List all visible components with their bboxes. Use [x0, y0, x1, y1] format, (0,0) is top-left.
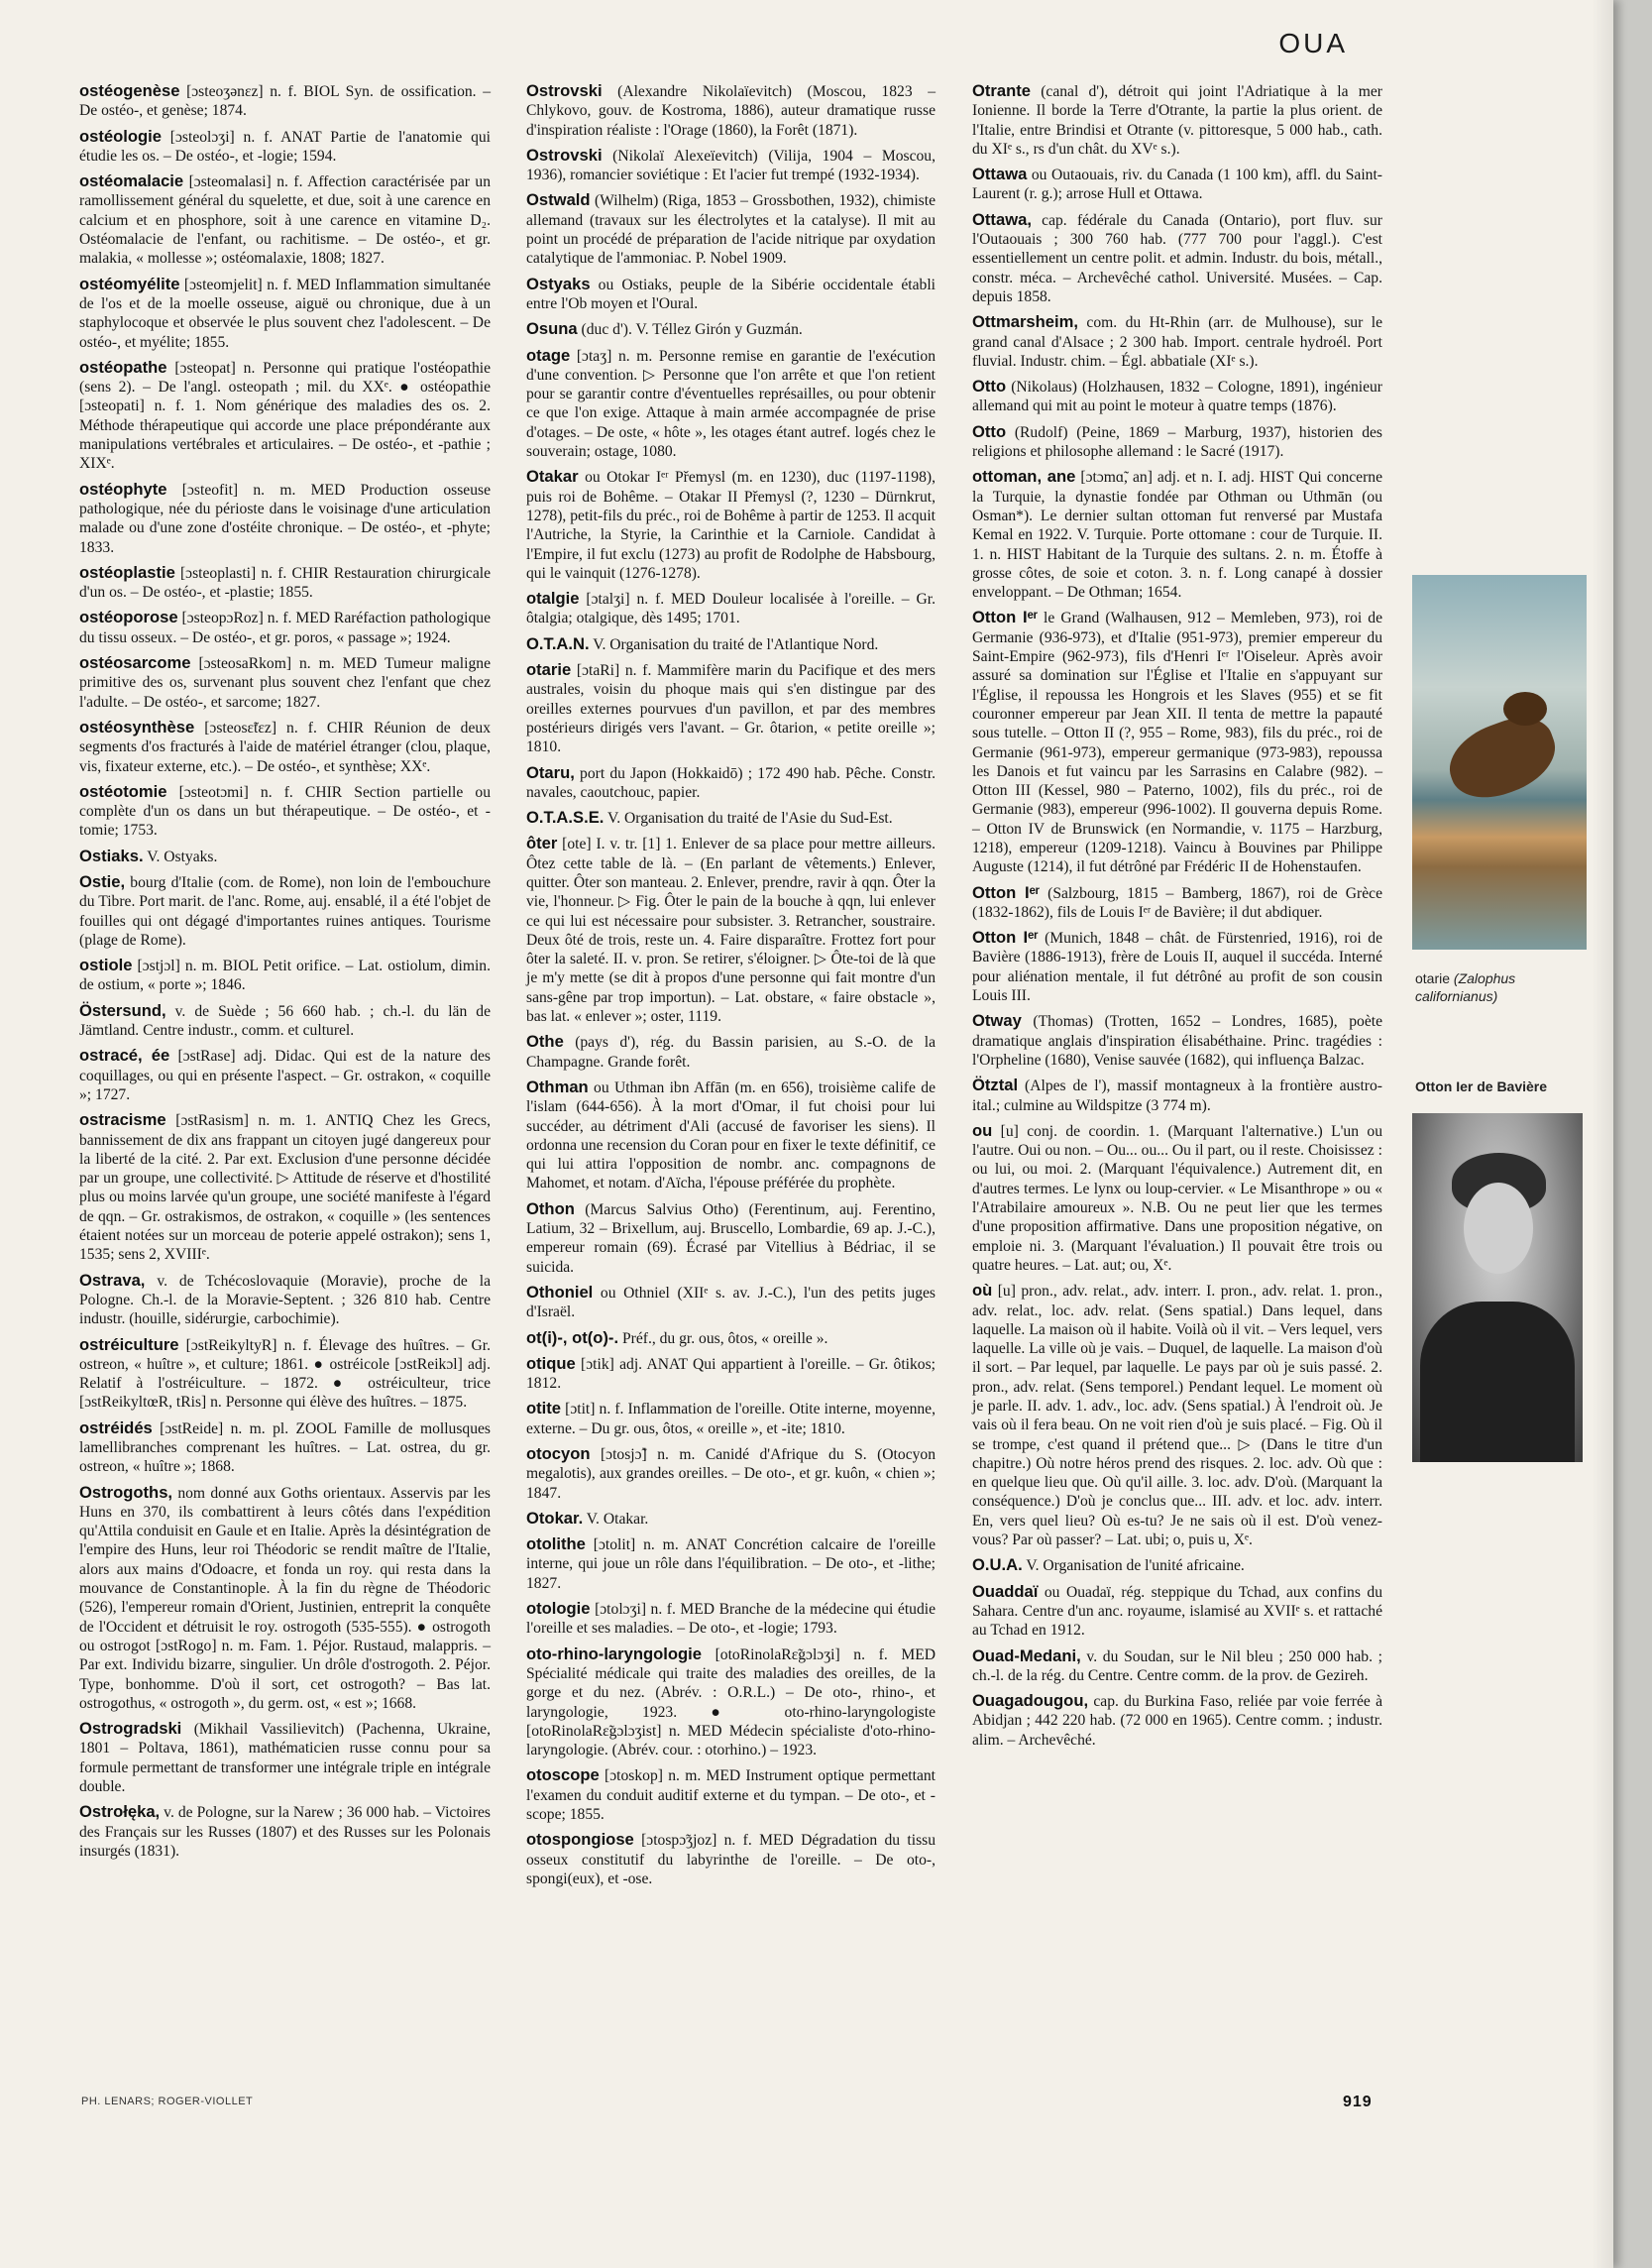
- dictionary-entry: [526, 1199, 936, 1277]
- dictionary-entry: [526, 1328, 936, 1348]
- entry-definition: ou Uthman ibn Affān (m. en 656), troisième calife de l'islam (644-656). À la mort d'Omar, il fut choisi pour lui succéder, au détriment d'Ali (accusé de favoriser les siens). Il ordonna une recension du Coran pour en fixer le texte définitif, ce qui lui attira l'opposition de nombr. anc. compagnons de Mahomet, et notam. d'Aïcha, l'épouse préférée du prophète.: [526, 1078, 936, 1192]
- entry-definition: [ɔtolɔʒi] n. f. MED Branche de la médecine qui étudie l'oreille et ses maladies. – De oto-, et -logie; 1793.: [526, 1601, 936, 1638]
- entry-headword: ostéoporose: [79, 608, 178, 627]
- entry-definition: ou Outaouais, riv. du Canada (1 100 km), affl. du Saint-Laurent (r. g.); arrose Hull et Ottawa.: [972, 167, 1382, 203]
- entry-headword: Ötztal: [972, 1076, 1019, 1095]
- dictionary-entry: [526, 1399, 936, 1438]
- entry-headword: Otaru,: [526, 762, 575, 782]
- entry-definition: [ɔtik] adj. ANAT Qui appartient à l'oreille. – Gr. ôtikos; 1812.: [526, 1355, 936, 1393]
- entry-definition: [ɔtit] n. f. Inflammation de l'oreille. Otite interne, moyenne, externe. – Du gr. ous, ôtos, « oreille », et -ite; 1810.: [526, 1401, 936, 1437]
- entry-definition: V. Otakar.: [583, 1510, 649, 1528]
- entry-definition: cap. du Burkina Faso, reliée par voie ferrée à Abidjan ; 442 220 hab. (72 000 en 1965). Centre comm. ; industr. alim. – Archevêché.: [972, 1693, 1382, 1749]
- dictionary-entry: [526, 467, 936, 583]
- portrait-face: [1464, 1183, 1533, 1274]
- column-3: [972, 81, 1382, 1756]
- entry-headword: ottoman, ane: [972, 467, 1076, 487]
- caption-otto: Otton Ier de Bavière: [1415, 1078, 1548, 1094]
- entry-definition: (Alexandre Nikolaïevitch) (Moscou, 1823 – Chlykovo, gouv. de Kostroma, 1886), auteur dramatique russe d'inspiration réaliste : l'Orage (1860), la Forêt (1871).: [526, 83, 936, 139]
- entry-definition: ou Othniel (XIIᵉ s. av. J.-C.), l'un des petits juges d'Israël.: [526, 1284, 936, 1321]
- entry-definition: nom donné aux Goths orientaux. Asservis par les Huns en 370, ils combattirent à leurs côtés dans l'expédition qu'Attila conduisit en Gaule et en Italie. Après la désintégration de l'empire des Huns, leur roi Théodoric se rendit maître de l'Italie, alors aux mains d'Odoacre, et fonda un roy. qui resta dans la mouvance de Constantinople. À la fin du règne de Théodoric (526), l'empereur romain d'Orient, Justinien, entreprit la conquête de l'Occident et détruisit le roy. ostrogoth (535-555). ● ostrogoth ou ostrogot [ɔstRogo] n. m. Fam. 1. Péjor. Rustaud, malappris. – Par ext. Individu bizarre, singulier. Un drôle d'ostrogoth. 2. Péjor. Type, bonhomme. D'où il sort, cet ostrogoth? – Bas lat. ostrogothus, « ostrogoth », du germ. ost, « est »; 1668.: [79, 1484, 491, 1712]
- entry-headword: Ostrovski: [526, 81, 603, 100]
- entry-headword: Otakar: [526, 467, 579, 487]
- photo-credit: PH. LENARS; ROGER-VIOLLET: [81, 2096, 254, 2107]
- entry-headword: otique: [526, 1353, 576, 1373]
- entry-headword: où: [972, 1281, 993, 1301]
- dictionary-entry: [972, 81, 1382, 159]
- entry-headword: Ouad-Medani,: [972, 1645, 1081, 1665]
- entry-definition: V. Ostyaks.: [143, 848, 218, 865]
- entry-headword: Othman: [526, 1077, 589, 1096]
- entry-headword: Ostrava,: [79, 1270, 146, 1290]
- dictionary-entry: [79, 358, 491, 474]
- entry-definition: (Rudolf) (Peine, 1869 – Marburg, 1937), historien des religions et philosophe allemand : le Sacré (1917).: [972, 423, 1382, 461]
- column-1: [79, 81, 491, 1867]
- dictionary-entry: [972, 377, 1382, 416]
- entry-definition: (Marcus Salvius Otho) (Ferentinum, auj. Ferentino, Latium, 32 – Brixellum, auj. Bruscello, Lombardie, 69 ap. J.-C.), empereur romain (69). Écrasé par Vitellius à Bédriac, il se suicida.: [526, 1200, 936, 1276]
- dictionary-entry: [526, 1599, 936, 1639]
- dictionary-entry: [79, 1483, 491, 1714]
- entry-definition: [ɔsteosaRkom] n. m. MED Tumeur maligne primitive des os, survenant plus souvent chez l'enfant que chez l'adulte. – De ostéo-, et sarcome; 1827.: [79, 655, 491, 711]
- entry-headword: ostéosynthèse: [79, 717, 195, 737]
- entry-definition: [ɔtaRi] n. f. Mammifère marin du Pacifique et des mers australes, voisin du phoque mais qui s'en distingue par des oreilles externes pourvues d'un pavillon, et par des membres postérieurs dirigés vers l'avant. – Gr. ôtarion, « petite oreille »; 1810.: [526, 662, 936, 756]
- dictionary-entry: [526, 1032, 936, 1072]
- dictionary-entry: [526, 346, 936, 462]
- dictionary-entry: [79, 847, 491, 866]
- entry-headword: ostéogenèse: [79, 81, 180, 100]
- entry-definition: (Salzbourg, 1815 – Bamberg, 1867), roi de Grèce (1832-1862), fils de Louis Iᵉʳ de Bavière; il dut abdiquer.: [972, 884, 1383, 921]
- entry-definition: cap. fédérale du Canada (Ontario), port fluv. sur l'Outaouais ; 300 760 hab. (777 700 pour l'aggl.). C'est essentiellement un centre polit. et admin. Industr. du bois, métall., constr. méca. – Archevêché cathol. Université. Musées. – Cap. depuis 1858.: [972, 211, 1382, 305]
- entry-definition: ou Ouadaï, rég. steppique du Tchad, aux confins du Sahara. Centre d'un anc. royaume, islamisé au XVIIᵉ s. et rattaché au Tchad en 1912.: [972, 1583, 1382, 1640]
- entry-definition: (pays d'), rég. du Bassin parisien, au S.-O. de la Champagne. Grande forêt.: [526, 1034, 936, 1071]
- dictionary-entry: [526, 763, 936, 803]
- entry-definition: [ɔtaʒ] n. m. Personne remise en garantie de l'exécution d'une convention. ▷ Personne que l'on arrête et que l'on retient pour se garantir contre d'éventuelles représailles, ou pour obtenir ce que l'on exige. Attaque à main armée accompagnée de prise d'otages. – De oste, « hôte », les otages étant autref. logés chez le souverain; ostage, 1080.: [526, 347, 936, 461]
- portrait-uniform: [1420, 1302, 1575, 1462]
- dictionary-entry: [972, 1555, 1382, 1575]
- entry-definition: [ɔsteomjelit] n. f. MED Inflammation simultanée de l'os et de la moelle osseuse, aiguë ou chronique, due à un staphylocoque et observée le plus souvent chez l'adolescent. – De ostéo-, et myélite; 1855.: [79, 276, 491, 351]
- entry-headword: Ostrogoths,: [79, 1482, 173, 1502]
- entry-definition: [ɔsteoʒənɛz] n. f. BIOL Syn. de ossification. – De ostéo-, et genèse; 1874.: [79, 83, 491, 120]
- entry-headword: otocyon: [526, 1444, 591, 1463]
- entry-headword: ostéomyélite: [79, 274, 180, 293]
- dictionary-entry: [972, 608, 1382, 876]
- entry-definition: (Thomas) (Trotten, 1652 – Londres, 1685), poète dramatique anglais d'inspiration élisabéthaine. Princ. tragédies : l'Orpheline (1680), Venise sauvée (1682), qui influença Balzac.: [972, 1013, 1382, 1069]
- entry-definition: [ɔtalʒi] n. f. MED Douleur localisée à l'oreille. – Gr. ôtalgia; otalgique, dès 1495; 1701.: [526, 591, 936, 627]
- dictionary-entry: [526, 1765, 936, 1824]
- entry-headword: O.T.A.N.: [526, 633, 590, 653]
- dictionary-entry: [972, 312, 1382, 371]
- entry-definition: ou Otokar Iᵉʳ Přemysl (m. en 1230), duc (1197-1198), puis roi de Bohême. – Otakar II Přemysl (?, 1230 – Dürnkrut, 1278), petit-fils du préc., roi de Bohême à partir de 1253. Il acquit l'Autriche, la Styrie, la Carinthie et la Carniole. Candidat à l'Empire, il fut exclu (1273) au profit de Rodolphe de Habsbourg, qui le vainquit (1276-1278).: [526, 469, 936, 582]
- entry-headword: Otrante: [972, 81, 1032, 100]
- entry-headword: ôter: [526, 834, 558, 853]
- dictionary-entry: [79, 171, 491, 268]
- entry-headword: otarie: [526, 660, 572, 680]
- entry-headword: ostéomalacie: [79, 171, 184, 191]
- entry-headword: Ostwald: [526, 190, 591, 210]
- entry-headword: Otton Iᵉʳ: [972, 928, 1039, 948]
- entry-definition: [ɔstReide] n. m. pl. ZOOL Famille de mollusques lamellibranches comprenant les huîtres. – Lat. ostrea, du gr. ostreon, « huître »; 1868.: [79, 1419, 491, 1476]
- dictionary-entry: [526, 808, 936, 828]
- entry-definition: (Nikolaï Alexeïevitch) (Vilija, 1904 – Moscou, 1936), romancier soviétique : Et l'acier fut trempé (1932-1934).: [526, 147, 936, 184]
- caption-otarie-word: otarie: [1415, 970, 1451, 986]
- entry-definition: (duc d'). V. Téllez Girón y Guzmán.: [577, 321, 803, 339]
- dictionary-entry: [526, 190, 936, 268]
- entry-definition: Préf., du gr. ous, ôtos, « oreille ».: [618, 1329, 828, 1347]
- dictionary-entry: [526, 1077, 936, 1193]
- dictionary-entry: [79, 1110, 491, 1264]
- entry-definition: V. Organisation de l'unité africaine.: [1022, 1557, 1245, 1575]
- entry-headword: ostréidés: [79, 1418, 153, 1437]
- entry-headword: Otto: [972, 377, 1007, 397]
- dictionary-entry: [526, 1283, 936, 1322]
- dictionary-entry: [79, 563, 491, 603]
- entry-headword: Otton Iᵉʳ: [972, 608, 1039, 627]
- dictionary-entry: [526, 1444, 936, 1503]
- entry-headword: Ostie,: [79, 871, 126, 891]
- dictionary-entry: [972, 422, 1382, 462]
- entry-headword: Ostiaks.: [79, 846, 144, 865]
- dictionary-entry: [526, 634, 936, 654]
- dictionary-entry: [526, 834, 936, 1026]
- entry-headword: Othoniel: [526, 1282, 594, 1302]
- entry-headword: Otokar.: [526, 1508, 584, 1528]
- dictionary-entry: [972, 1691, 1382, 1750]
- entry-headword: oto-rhino-laryngologie: [526, 1644, 702, 1663]
- entry-headword: Otto: [972, 421, 1007, 441]
- entry-definition: v. de Pologne, sur la Narew ; 36 000 hab. – Victoires des Français sur les Russes (1807) et des Russes sur les Polonais insurgés (1831).: [79, 1804, 491, 1860]
- dictionary-entry: [972, 1076, 1382, 1115]
- dictionary-entry: [79, 1335, 491, 1413]
- entry-definition: [ɔtoskop] n. m. MED Instrument optique permettant l'examen du conduit auditif externe et du tympan. – De oto-, et -scope; 1855.: [526, 1767, 936, 1824]
- sea-lion-body: [1439, 707, 1565, 809]
- entry-headword: ostracé, ée: [79, 1046, 170, 1066]
- dictionary-entry: [526, 1830, 936, 1888]
- entry-headword: ostracisme: [79, 1110, 166, 1130]
- dictionary-entry: [526, 1534, 936, 1593]
- entry-definition: [ɔtɔmɑ̃, an] adj. et n. I. adj. HIST Qui concerne la Turquie, la dynastie fondée par Othman ou Uthmān (ou Osman*). Le dernier sultan ottoman fut renversé par Mustafa Kemal en 1922. V. Turquie. Porte ottomane : cour de Turquie. II. 1. n. HIST Habitant de la Turquie des sultans. 2. n. m. Étoffe à grosse côtes, de soie et coton. 3. n. f. Long canapé à dossier enveloppant. – De Othman; 1654.: [972, 469, 1382, 602]
- entry-definition: [ɔsteomalasi] n. f. Affection caractérisée par un ramollissement général du squelette, et due, soit à une carence en calcium et en phosphore, soit à une carence en vitamine D₂. Ostéomalacie de l'enfant, ou rachitisme. – De ostéo-, et gr. malakia, « mollesse »; ostéomalaxie, 1808; 1827.: [79, 173, 491, 268]
- entry-headword: Othe: [526, 1032, 564, 1052]
- entry-definition: le Grand (Walhausen, 912 – Memleben, 973), roi de Germanie (936-973), et d'Italie (951-973), premier empereur du Saint-Empire (962-973), fils d'Henri Iᵉʳ l'Oiseleur. Après avoir assuré sa domination sur l'Église et l'Italie en s'appuyant sur l'Église, il repoussa les Hongrois et les Slaves (955) et se fit couronner empereur par Jean XII. Il tenta de mettre la papauté sous tutelle. – Otton II (?, 955 – Rome, 983), fils du préc., roi de Germanie (961-973), empereur germanique (973-983), repoussa les Danois et fut vaincu par les Sarrasins en Calabre (982). – Otton III (Kessel, 980 – Paterno, 1002), fils du préc., roi de Germanie (983), empereur (996-1002). Il gouverna depuis Rome. – Otton IV de Brunswick (en Normandie, v. 1175 – Harzburg, 1218), empereur (1209-1218). Vaincu à Bouvines par Philippe Auguste (1214), il fut détrôné par Frédéric II de Hohenstaufen.: [972, 610, 1382, 876]
- entry-definition: [ɔstRase] adj. Didac. Qui est de la nature des coquillages, ou qui en présente l'aspect. – Gr. ostrakon, « coquille »; 1727.: [79, 1048, 491, 1103]
- entry-definition: v. de Suède ; 56 660 hab. ; ch.-l. du län de Jämtland. Centre industr., comm. et culturel.: [79, 1002, 491, 1040]
- entry-headword: ostréiculture: [79, 1334, 179, 1354]
- entry-headword: ostéopathe: [79, 357, 167, 377]
- entry-definition: V. Organisation du traité de l'Atlantique Nord.: [589, 635, 879, 653]
- entry-definition: [ɔsteopat] n. Personne qui pratique l'ostéopathie (sens 2). – De l'angl. osteopath ; mil. du XXᵉ. ● ostéopathie [ɔsteopati] n. f. 1. Nom générique des maladies des os. 2. Méthode thérapeutique qui accorde une place prépondérante aux manipulations vertébrales et articulaires. – De ostéo-, et -pathie ; XIXᵉ.: [79, 359, 491, 473]
- entry-headword: O.U.A.: [972, 1555, 1023, 1575]
- page-number: 919: [1343, 2094, 1373, 2110]
- entry-headword: ostéosarcome: [79, 653, 191, 673]
- entry-headword: ostéologie: [79, 126, 162, 146]
- entry-definition: [ote] I. v. tr. [1] 1. Enlever de sa place pour mettre ailleurs. Ôtez cette table de là. – (En parlant de vêtements.) Enlever, quitter. Ôter son manteau. 2. Enlever, prendre, ravir à qqn. Ôter la vie, l'honneur. ▷ Fig. Ôter le pain de la bouche à qqn, lui enlever ce qui lui est nécessaire pour subsister. 3. Retrancher, soustraire. Deux ôté de trois, reste un. 4. Faire disparaître. Frottez fort pour ôter la saleté. II. v. pron. Se retirer, s'éloigner. ▷ Ôte-toi de là que je m'y mette (se dit à propos d'une personne qui fait montre d'un sans-gêne par trop importun). – Lat. obstare, « faire obstacle », bas lat. « enlever »; oster, 1119.: [526, 836, 936, 1026]
- entry-definition: bourg d'Italie (com. de Rome), non loin de l'embouchure du Tibre. Port marit. de l'anc. Rome, auj. ensablé, il a été l'objet de fouilles qui ont dégagé d'importantes ruines antiques. Tourisme (plage de Rome).: [79, 873, 491, 949]
- dictionary-entry: [79, 1046, 491, 1104]
- entry-definition: (Wilhelm) (Riga, 1853 – Grossbothen, 1932), chimiste allemand (travaux sur les électrolytes et la catalyse). Il mit au point un procédé de préparation de l'acide nitrique par oxydation catalytique de l'ammoniac. P. Nobel 1909.: [526, 192, 936, 268]
- dictionary-entry: [79, 480, 491, 557]
- entry-definition: [ɔsteofit] n. m. MED Production osseuse pathologique, née du périoste dans le voisinage d'une articulation malade ou d'une zone d'ostéite chronique. – De ostéo-, et -phyte; 1833.: [79, 481, 491, 556]
- entry-definition: [ɔstReikyltyR] n. f. Élevage des huîtres. – Gr. ostreon, « huître », et culture; 1861. ● ostréicole [ɔstReikɔl] adj. Relatif à l'ostréiculture. – 1872. ● ostréiculteur, trice [ɔstReikyltœR, tRis] n. Personne qui élève des huîtres. – 1875.: [79, 1336, 491, 1412]
- entry-definition: com. du Ht-Rhin (arr. de Mulhouse), sur le grand canal d'Alsace ; 2 300 hab. Import. centrale hydroél. Port fluvial. Industr. chim. – Égl. abbatiale (XIᵉ s.).: [972, 314, 1382, 370]
- dictionary-entry: [972, 467, 1382, 602]
- entry-headword: Otway: [972, 1011, 1022, 1031]
- sea-lion-photo-icon: [1412, 575, 1587, 950]
- entry-headword: ostéophyte: [79, 479, 167, 499]
- entry-headword: otologie: [526, 1599, 591, 1619]
- dictionary-entry: [79, 718, 491, 776]
- entry-definition: [ɔtolit] n. m. ANAT Concrétion calcaire de l'oreille interne, qui joue un rôle dans l'équilibration. – De oto-, et -lithe; 1827.: [526, 1536, 936, 1592]
- entry-definition: ou Ostiaks, peuple de la Sibérie occidentale établi entre l'Ob moyen et l'Oural.: [526, 276, 936, 312]
- entry-definition: v. de Tchécoslovaquie (Moravie), proche de la Pologne. Ch.-l. de la Moravie-Septent. ; 326 810 hab. Centre industr. (houille, sidérurgie, carbochimie).: [79, 1272, 491, 1328]
- entry-definition: (Munich, 1848 – chât. de Fürstenried, 1916), roi de Bavière (1886-1913), frère de Louis II, auquel il succéda. Interné pour aliénation mentale, il fut détrôné au profit de son cousin Louis III.: [972, 930, 1382, 1005]
- entry-headword: ostiole: [79, 956, 133, 975]
- entry-definition: [ɔstjɔl] n. m. BIOL Petit orifice. – Lat. ostiolum, dimin. de ostium, « porte »; 1846.: [79, 958, 491, 994]
- entry-definition: (Nikolaus) (Holzhausen, 1832 – Cologne, 1891), ingénieur allemand qui mit au point le moteur à quatre temps (1876).: [972, 379, 1382, 415]
- dictionary-entry: [79, 81, 491, 121]
- entry-definition: (canal d'), détroit qui joint l'Adriatique à la mer Ionienne. Il borde la Terre d'Otrante, la partie la plus orient. de l'Italie, entre Brindisi et Otrante (v. pittoresque, 5 000 hab., cath. du XIᵉ s., rs d'un chât. du XVᵉ s.).: [972, 83, 1382, 158]
- caption-otarie-latin: (Zalophus californianus): [1415, 970, 1516, 1004]
- entry-definition: [u] pron., adv. relat., adv. interr. I. pron., adv. relat. 1. pron., adv. relat., loc. adv. relat. (Sens spatial.) Dans lequel, dans laquelle. La maison où il habite. Voilà où il vit. – Vers lequel, vers laquelle. La ville où je vais. – Duquel, de laquelle. La maison d'où il sort. – Par lequel, par laquelle. Le pays par où je suis passé. 2. pron., adv. relat. (Sens temporel.) Pendant lequel. Le moment où je parle. II. adv. 1. adv., loc. adv. (Sens spatial.) À l'endroit où. Je vais où il fera beau. On ne voit rien d'où je suis placé. – Fig. Où il se trompe, c'est quand il prétend que... ▷ (Dans le titre d'un chapitre.) Où notre héros prend des risques. 2. loc. adv. Où que : en quelque lieu que. Où qu'il aille. 3. loc. adv. D'où. (Marquant la conséquence.) D'où je conclus que... III. adv. et loc. adv. interr. En, vers quel lieu? Où es-tu? Je ne sais où il est. D'où venez-vous? Par où passer? – Lat. ubi; o, puis u, Xᵉ.: [972, 1283, 1382, 1549]
- entry-definition: port du Japon (Hokkaidō) ; 172 490 hab. Pêche. Constr. navales, caoutchouc, papier.: [526, 764, 936, 801]
- running-head: OUA: [1278, 28, 1348, 58]
- entry-headword: Östersund,: [79, 1000, 166, 1020]
- entry-definition: [u] conj. de coordin. 1. (Marquant l'alternative.) L'un ou l'autre. Oui ou non. – Ou... ou... Ou il part, ou il reste. Choisissez : ou lui, ou moi. 2. (Marquant l'équivalence.) Autrement dit, en d'autres termes. Le lynx ou loup-cervier. « Le Misanthrope » ou « l'Atrabilaire amoureux ». N.B. Ou ne peut lier que les termes d'une proposition affirmative. Dans une proposition négative, on emploie ni. 3. (Marquant l'évaluation.) Il pouvait être trois ou quatre heures. – Lat. aut; ou, Xᵉ.: [972, 1122, 1382, 1274]
- dictionary-entry: [972, 1582, 1382, 1641]
- entry-headword: otoscope: [526, 1765, 600, 1785]
- sea-lion-head: [1503, 692, 1547, 726]
- dictionary-entry: [526, 660, 936, 756]
- dictionary-entry: [526, 589, 936, 628]
- dictionary-entry: [972, 165, 1382, 204]
- entry-headword: ot(i)-, ot(o)-.: [526, 1327, 619, 1347]
- dictionary-entry: [972, 1281, 1382, 1549]
- dictionary-entry: [526, 81, 936, 140]
- entry-headword: Ottmarsheim,: [972, 312, 1078, 332]
- dictionary-entry: [79, 1418, 491, 1477]
- entry-headword: Ostrovski: [526, 145, 603, 165]
- dictionary-entry: [526, 1509, 936, 1529]
- caption-otarie: [1415, 969, 1589, 1005]
- entry-definition: v. du Soudan, sur le Nil bleu ; 250 000 hab. ; ch.-l. de la rég. du Centre. Centre comm. de la prov. de Gezireh.: [972, 1647, 1382, 1684]
- entry-definition: (Alpes de l'), massif montagneux à la frontière austro-ital.; culmine au Wildspitze (3 774 m).: [972, 1077, 1382, 1114]
- entry-definition: [ɔsteopɔRoz] n. f. MED Raréfaction pathologique du tissu osseux. – De ostéo-, et gr. poros, « passage »; 1924.: [79, 610, 491, 646]
- entry-definition: [ɔtosjɔ̃] n. m. Canidé d'Afrique du S. (Otocyon megalotis), aux grandes oreilles. – De oto-, et gr. kuôn, « chien »; 1847.: [526, 1446, 936, 1502]
- entry-headword: Ottawa,: [972, 209, 1032, 229]
- entry-headword: Othon: [526, 1198, 575, 1218]
- portrait-photo-icon: [1412, 1113, 1583, 1462]
- entry-definition: [ɔsteoplasti] n. f. CHIR Restauration chirurgicale d'un os. – De ostéo-, et -plastie; 1855.: [79, 564, 491, 602]
- dictionary-entry: [972, 1121, 1382, 1275]
- dictionary-entry: [526, 319, 936, 339]
- entry-headword: ostéotomie: [79, 781, 167, 801]
- dictionary-entry: [972, 928, 1382, 1005]
- entry-definition: [ɔstRasism] n. m. 1. ANTIQ Chez les Grecs, bannissement de dix ans frappant un citoyen jugé dangereux pour la liberté de la cité. 2. Par ext. Exclusion d'une personne décidée par un groupe, une collectivité. ▷ Attitude de réserve et d'hostilité plus ou moins larvée qu'un groupe, une société manifeste à l'égard de qqn. – Gr. ostrakismos, de ostrakon, « coquille » (les sentences étaient notées sur un morceau de poterie appelé ostrakon); sens 1, 1535; sens 2, XVIIIᵉ.: [79, 1112, 491, 1264]
- entry-headword: ostéoplastie: [79, 562, 175, 582]
- dictionary-entry: [972, 883, 1382, 923]
- dictionary-entry: [79, 956, 491, 995]
- entry-headword: Osuna: [526, 319, 578, 339]
- entry-headword: otage: [526, 345, 571, 365]
- dictionary-entry: [972, 1646, 1382, 1686]
- dictionary-entry: [79, 1719, 491, 1796]
- entry-headword: Ouagadougou,: [972, 1691, 1089, 1711]
- dictionary-entry: [972, 210, 1382, 306]
- entry-headword: otite: [526, 1399, 562, 1418]
- entry-headword: Ouaddaï: [972, 1581, 1039, 1601]
- entry-headword: Ottawa: [972, 165, 1028, 184]
- dictionary-entry: [972, 1011, 1382, 1070]
- entry-headword: Ostyaks: [526, 274, 591, 293]
- entry-headword: O.T.A.S.E.: [526, 808, 605, 828]
- entry-headword: otospongiose: [526, 1830, 634, 1850]
- entry-headword: Otton Iᵉʳ: [972, 882, 1041, 902]
- entry-headword: Ostrołęka,: [79, 1802, 161, 1822]
- entry-headword: Ostrogradski: [79, 1719, 182, 1739]
- entry-headword: ou: [972, 1120, 993, 1140]
- entry-headword: otalgie: [526, 589, 580, 609]
- dictionary-entry: [79, 608, 491, 647]
- dictionary-entry: [79, 782, 491, 841]
- dictionary-entry: [79, 653, 491, 712]
- dictionary-entry: [526, 275, 936, 314]
- dictionary-entry: [79, 1271, 491, 1329]
- entry-definition: [otoRinolaRɛ̃gɔlɔʒi] n. f. MED Spécialité médicale qui traite des maladies des oreilles, de la gorge et du nez. (Abrév. : O.R.L.) – De oto-, rhino-, et laryngologie, 1923. ● oto-rhino-laryngologiste [otoRinolaRɛ̃gɔlɔʒist] n. MED Médecin spécialiste d'oto-rhino-laryngologie. (Abrév. cour. : otorhino.) – 1923.: [526, 1645, 936, 1759]
- entry-definition: [ɔsteosɛ̃tɛz] n. f. CHIR Réunion de deux segments d'os fracturés à l'aide de matériel étranger (clou, plaque, vis, fixateur externe, etc.). – De ostéo-, et synthèse; XXᵉ.: [79, 719, 491, 775]
- entry-definition: (Mikhail Vassilievitch) (Pachenna, Ukraine, 1801 – Poltava, 1861), mathématicien russe connu pour sa formule permettant de transformer une intégrale triple en intégrale double.: [79, 1721, 491, 1796]
- entry-definition: [ɔtospɔ̃ʒjoz] n. f. MED Dégradation du tissu osseux constitutif du labyrinthe de l'oreille. – De oto-, spongi(eux), et -ose.: [526, 1832, 936, 1887]
- entry-definition: [ɔsteolɔʒi] n. f. ANAT Partie de l'anatomie qui étudie les os. – De ostéo-, et -logie; 1594.: [79, 128, 491, 165]
- entry-headword: otolithe: [526, 1534, 586, 1554]
- column-2: [526, 81, 936, 1894]
- dictionary-entry: [526, 1644, 936, 1760]
- dictionary-entry: [526, 146, 936, 185]
- dictionary-entry: [79, 275, 491, 352]
- dictionary-entry: [79, 872, 491, 950]
- entry-definition: [ɔsteotɔmi] n. f. CHIR Section partielle ou complète d'un os dans un but thérapeutique. – De ostéo-, et -tomie; 1753.: [79, 783, 491, 840]
- entry-definition: V. Organisation du traité de l'Asie du Sud-Est.: [604, 810, 893, 828]
- dictionary-entry: [79, 127, 491, 167]
- dictionary-entry: [79, 1802, 491, 1861]
- dictionary-entry: [79, 1001, 491, 1041]
- dictionary-entry: [526, 1354, 936, 1394]
